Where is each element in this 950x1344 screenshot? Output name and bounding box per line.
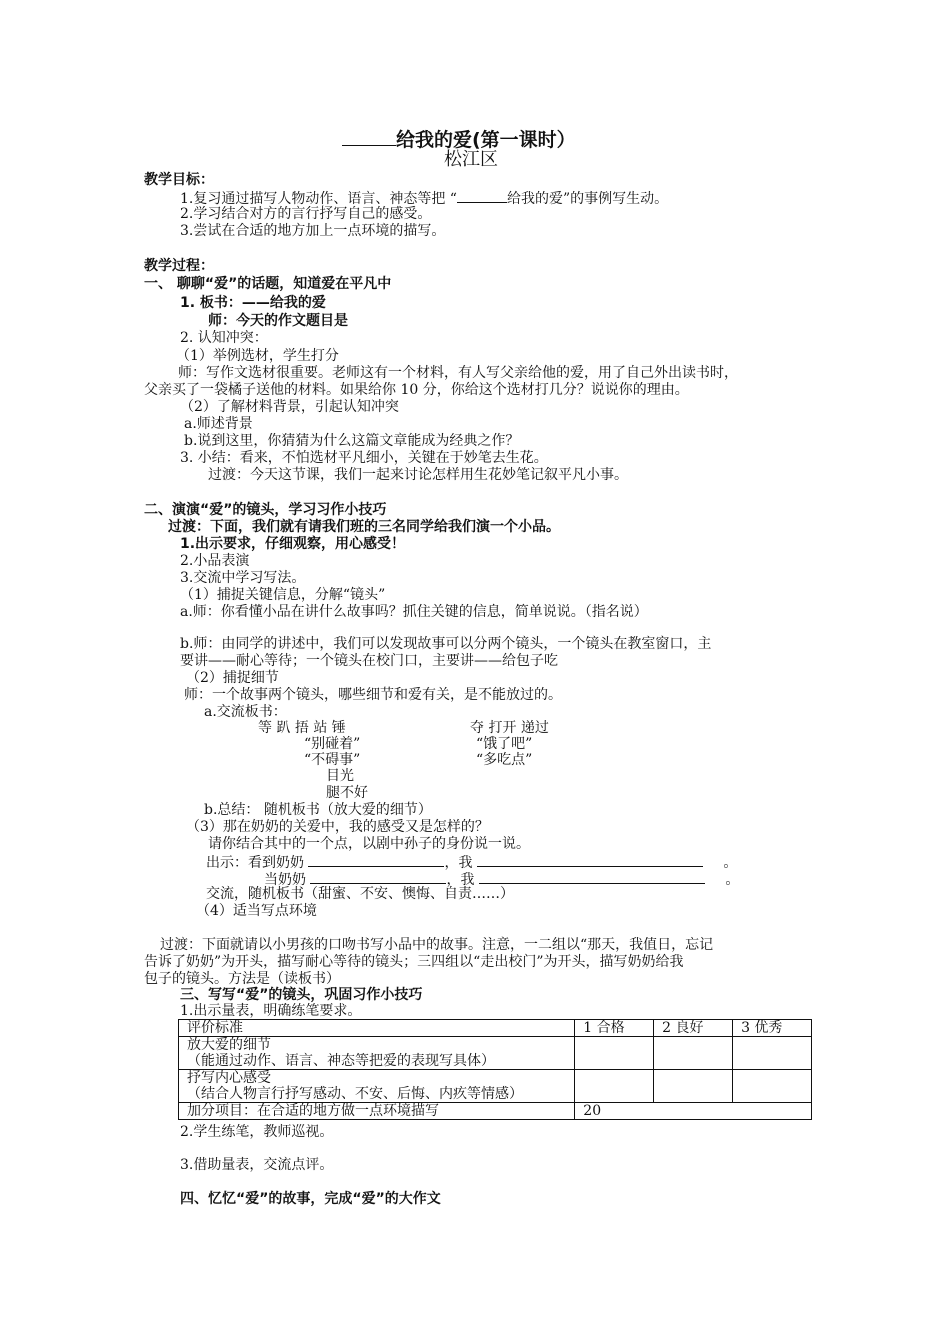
- title-blank: [342, 128, 396, 146]
- section-4-title: 四、忆忆“爱”的故事，完成“爱”的大作文: [180, 1191, 441, 1207]
- s2-line-18: （4）适当写点环境: [196, 903, 317, 919]
- s1-line-10: 3. 小结：看来，不怕选材平凡细小，关键在于妙笔去生花。: [180, 450, 548, 466]
- s2-line-19: 过渡：下面就请以小男孩的口吻书写小品中的故事。注意，一二组以“那天，我值日，忘记: [160, 937, 714, 953]
- objectives-heading: 教学目标：: [144, 172, 214, 188]
- board-left-4: 目光: [326, 768, 354, 784]
- s1-line-4: （1）举例选材，学生打分: [176, 348, 339, 364]
- district-subtitle: 松江区: [444, 149, 498, 170]
- s2-line-4: 3.交流中学习写法。: [180, 570, 306, 586]
- s1-line-7: （2）了解材料背景，引起认知冲突: [180, 399, 399, 415]
- table-cell: [733, 1037, 812, 1070]
- s1-line-8: a.师述背景: [184, 416, 253, 432]
- fill-blank-4[interactable]: [479, 870, 705, 884]
- board-left-1: 等 趴 捂 站 锤: [258, 720, 346, 736]
- s3-line-3: 3.借助量表，交流点评。: [180, 1157, 334, 1173]
- fill-blank-3[interactable]: [310, 870, 446, 884]
- s2-line-12: b.总结： 随机板书（放大爱的细节）: [204, 802, 432, 818]
- s1-line-6: 父亲买了一袋橘子送他的材料。如果给你 10 分，你给这个选材打几分？说说你的理由。: [144, 382, 689, 398]
- s1-line-5: 师：写作文选材很重要。老师这有一个材料，有人写父亲给他的爱，用了自己外出读书时，: [178, 365, 738, 381]
- table-header-pass: 1 合格: [575, 1020, 654, 1037]
- s2-line-17: 交流，随机板书（甜蜜、不安、懊悔、自责……）: [206, 886, 514, 902]
- board-left-5: 腿不好: [326, 785, 368, 801]
- s2-line-16: 当奶奶 ，我 。: [264, 872, 740, 888]
- table-cell-bonus: 加分项目：在合适的地方做一点环境描写: [179, 1103, 575, 1120]
- section-3-title: 三、写写“爱”的镜头，巩固习作小技巧: [180, 987, 423, 1003]
- section-2-title: 二、演演“爱”的镜头，学习习作小技巧: [144, 502, 387, 518]
- table-cell: [575, 1037, 654, 1070]
- s3-line-1: 1.出示量表，明确练笔要求。: [180, 1003, 362, 1019]
- s2-line-14: 请你结合其中的一个点，以剧中孙子的身份说一说。: [208, 836, 530, 852]
- fill-blank-1[interactable]: [308, 853, 444, 867]
- s1-line-1: 1. 板书：——给我的爱: [180, 295, 326, 311]
- s1-line-2: 师：今天的作文题目是: [208, 313, 348, 329]
- table-row: [179, 1020, 812, 1037]
- s1-line-3: 2. 认知冲突：: [180, 330, 268, 346]
- objective-item-1: 1.复习通过描写人物动作、语言、神态等把 “ 给我的爱”的事例写生动。: [180, 191, 669, 207]
- table-cell-criteria: 放大爱的细节 （能通过动作、语言、神态等把爱的表现写具体）: [179, 1037, 575, 1070]
- evaluation-table: [178, 1019, 812, 1120]
- table-cell: [654, 1070, 733, 1103]
- s1-line-9: b.说到这里，你猜猜为什么这篇文章能成为经典之作？: [184, 433, 520, 449]
- process-heading: 教学过程：: [144, 258, 214, 274]
- s2-line-5: （1）捕捉关键信息，分解“镜头”: [180, 587, 386, 603]
- s2-line-6: a.师：你看懂小品在讲什么故事吗？抓住关键的信息，简单说说。（指名说）: [180, 604, 648, 620]
- table-cell: [654, 1037, 733, 1070]
- table-header-criteria: 评价标准: [179, 1020, 575, 1037]
- s2-line-11: a.交流板书：: [204, 704, 287, 720]
- board-right-2: “饿了吧”: [476, 736, 533, 752]
- table-row: [179, 1103, 812, 1120]
- s2-line-1: 过渡：下面，我们就有请我们班的三名同学给我们演一个小品。: [168, 519, 560, 535]
- fill-blank-2[interactable]: [477, 853, 703, 867]
- board-left-2: “别碰着”: [304, 736, 361, 752]
- table-cell-criteria: 抒写内心感受 （结合人物言行抒写感动、不安、后悔、内疚等情感）: [179, 1070, 575, 1103]
- s2-line-3: 2.小品表演: [180, 553, 250, 569]
- section-1-title: 一、 聊聊“爱”的话题，知道爱在平凡中: [144, 276, 392, 292]
- s2-line-2: 1.出示要求，仔细观察，用心感受！: [180, 536, 406, 552]
- table-row: [179, 1037, 812, 1070]
- table-header-excellent: 3 优秀: [733, 1020, 812, 1037]
- objective-item-2: 2.学习结合对方的言行抒写自己的感受。: [180, 206, 432, 222]
- s2-line-20: 告诉了奶奶”为开头，描写耐心等待的镜头；三四组以“走出校门”为开头，描写奶奶给我: [144, 954, 684, 970]
- board-right-3: “多吃点”: [476, 752, 533, 768]
- table-cell: [733, 1070, 812, 1103]
- objective-item-3: 3.尝试在合适的地方加上一点环境的描写。: [180, 223, 446, 239]
- board-right-1: 夺 打开 递过: [470, 720, 549, 736]
- s2-line-15: 出示：看到奶奶 ，我 。: [206, 855, 738, 871]
- s2-line-8: 要讲——耐心等待；一个镜头在校门口，主要讲——给包子吃: [180, 653, 558, 669]
- board-left-3: “不碍事”: [304, 752, 361, 768]
- objective-blank: [457, 189, 507, 203]
- table-row: [179, 1070, 812, 1103]
- table-cell-bonus-score: 20: [575, 1103, 812, 1120]
- table-header-good: 2 良好: [654, 1020, 733, 1037]
- s2-line-10: 师：一个故事两个镜头，哪些细节和爱有关，是不能放过的。: [184, 687, 562, 703]
- s1-line-11: 过渡：今天这节课，我们一起来讨论怎样用生花妙笔记叙平凡小事。: [208, 467, 628, 483]
- s2-line-9: （2）捕捉细节: [186, 670, 279, 686]
- s2-line-13: （3）那在奶奶的关爱中，我的感受又是怎样的？: [186, 819, 489, 835]
- s2-line-7: b.师：由同学的讲述中，我们可以发现故事可以分两个镜头，一个镜头在教室窗口，主: [180, 636, 712, 652]
- table-cell: [575, 1070, 654, 1103]
- page-title: 给我的爱(第一课时）: [342, 128, 576, 151]
- s3-line-2: 2.学生练笔，教师巡视。: [180, 1124, 334, 1140]
- s2-line-21: 包子的镜头。方法是（读板书）: [144, 971, 340, 987]
